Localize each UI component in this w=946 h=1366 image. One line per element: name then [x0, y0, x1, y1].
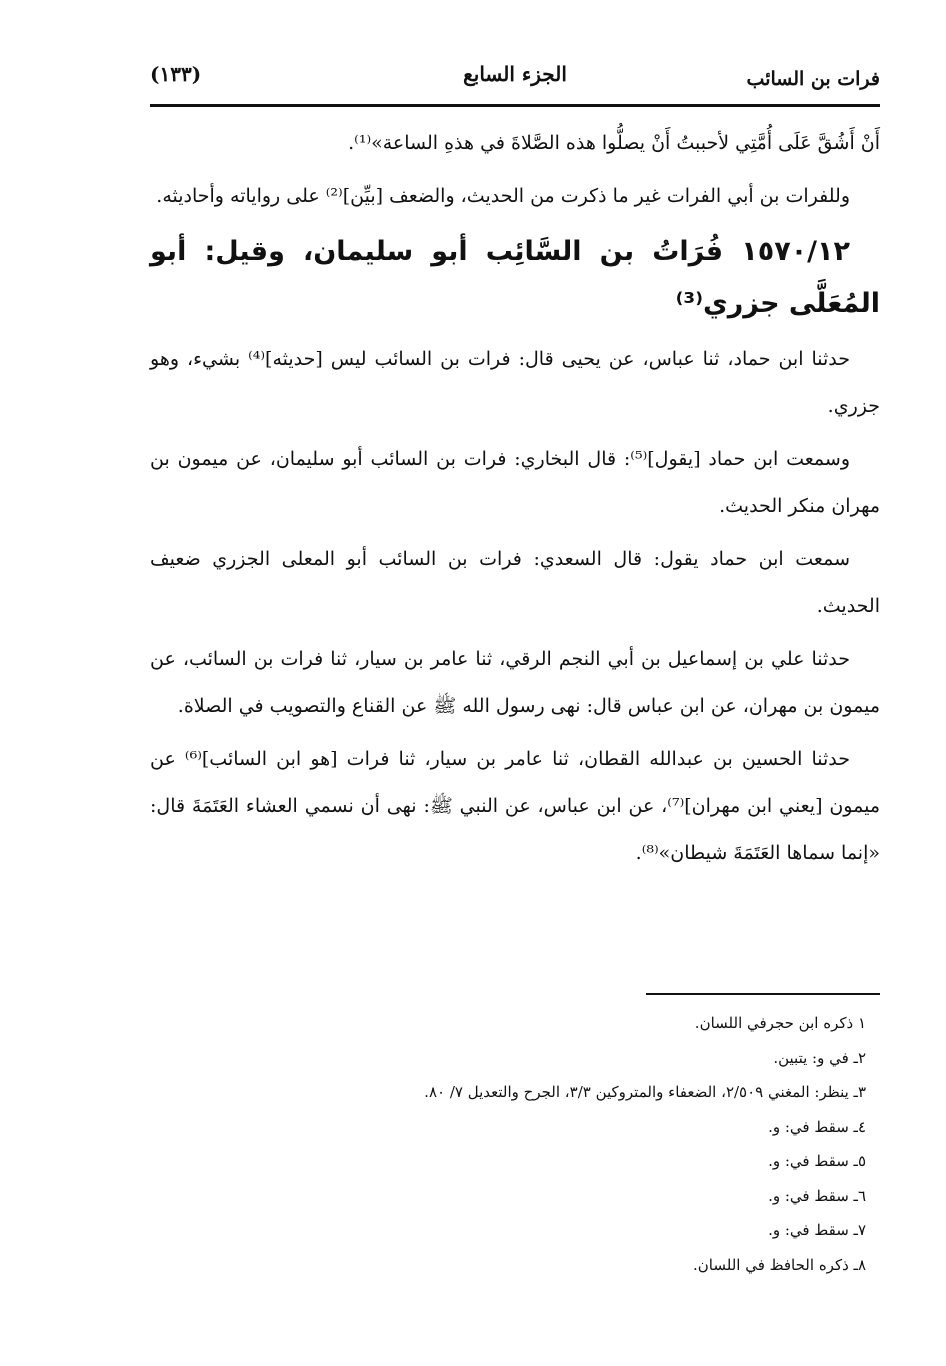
running-title: فرات بن السائب — [746, 68, 880, 90]
volume-label: الجزء السابع — [463, 62, 567, 86]
footnotes — [150, 1006, 866, 1282]
footnote-2: ٢ـ في و: يتبين. — [773, 1048, 866, 1067]
footnote-6: ٦ـ سقط في: و. — [768, 1186, 866, 1205]
page-header — [150, 60, 880, 100]
header-divider — [150, 104, 880, 107]
paragraph-5: سمعت ابن حماد يقول: قال السعدي: فرات بن السائب أبو المعلى الجزري ضعيف الحديث. — [150, 548, 880, 617]
paragraph-1: أَنْ أَشُقَّ عَلَى أُمَّتِي لأحببتُ أَنْ يصلُّوا هذه الصَّلاةَ في هذهِ الساعة»⁽¹⁾. — [348, 132, 880, 154]
paragraph-4: وسمعت ابن حماد [يقول]⁽⁵⁾: قال البخاري: فرات بن السائب أبو سليمان، عن ميمون بن مهران منكر الحديث. — [150, 448, 880, 517]
page-body — [150, 120, 880, 883]
footnote-8: ٨ـ ذكره الحافظ في اللسان. — [693, 1255, 866, 1274]
footnote-4: ٤ـ سقط في: و. — [768, 1117, 866, 1136]
paragraph-3: حدثنا ابن حماد، ثنا عباس، عن يحيى قال: فرات بن السائب ليس [حديثه]⁽⁴⁾ بشيء، وهو جزري. — [150, 348, 880, 417]
entry-heading: ١٥٧٠/١٢ فُرَاتُ بن السَّائِب أبو سليمان، وقيل: أبو المُعَلَّى جزري⁽³⁾ — [150, 236, 880, 319]
footnote-1: ١ ذكره ابن حجرفي اللسان. — [694, 1014, 866, 1032]
page-number: (١٣٣) — [150, 62, 202, 86]
paragraph-7: حدثنا الحسين بن عبدالله القطان، ثنا عامر بن سيار، ثنا فرات [هو ابن السائب]⁽⁶⁾ عن ميمون [يعني ابن مهران]⁽⁷⁾، عن ابن عباس، عن النبي ﷺ: نهى أن نسمي العشاء العَتَمَةَ قال: «إنما سماها العَتَمَةَ شيطان»⁽⁸⁾. — [150, 748, 880, 864]
footnote-divider — [646, 993, 880, 995]
paragraph-2: وللفرات بن أبي الفرات غير ما ذكرت من الحديث، والضعف [بيِّن]⁽²⁾ على رواياته وأحاديثه. — [156, 185, 850, 207]
paragraph-6: حدثنا علي بن إسماعيل بن أبي النجم الرقي، ثنا عامر بن سيار، ثنا فرات بن السائب، عن ميمون بن مهران، عن ابن عباس قال: نهى رسول الله ﷺ عن القناع والتصويب في الصلاة. — [150, 648, 880, 717]
footnote-5: ٥ـ سقط في: و. — [768, 1152, 866, 1170]
footnote-3: ٣ـ ينظر: المغني ٢/٥٠٩، الضعفاء والمتروكين ٣/٣، الجرح والتعديل ٧/ ٨٠. — [424, 1083, 866, 1101]
footnote-7: ٧ـ سقط في: و. — [768, 1221, 866, 1239]
